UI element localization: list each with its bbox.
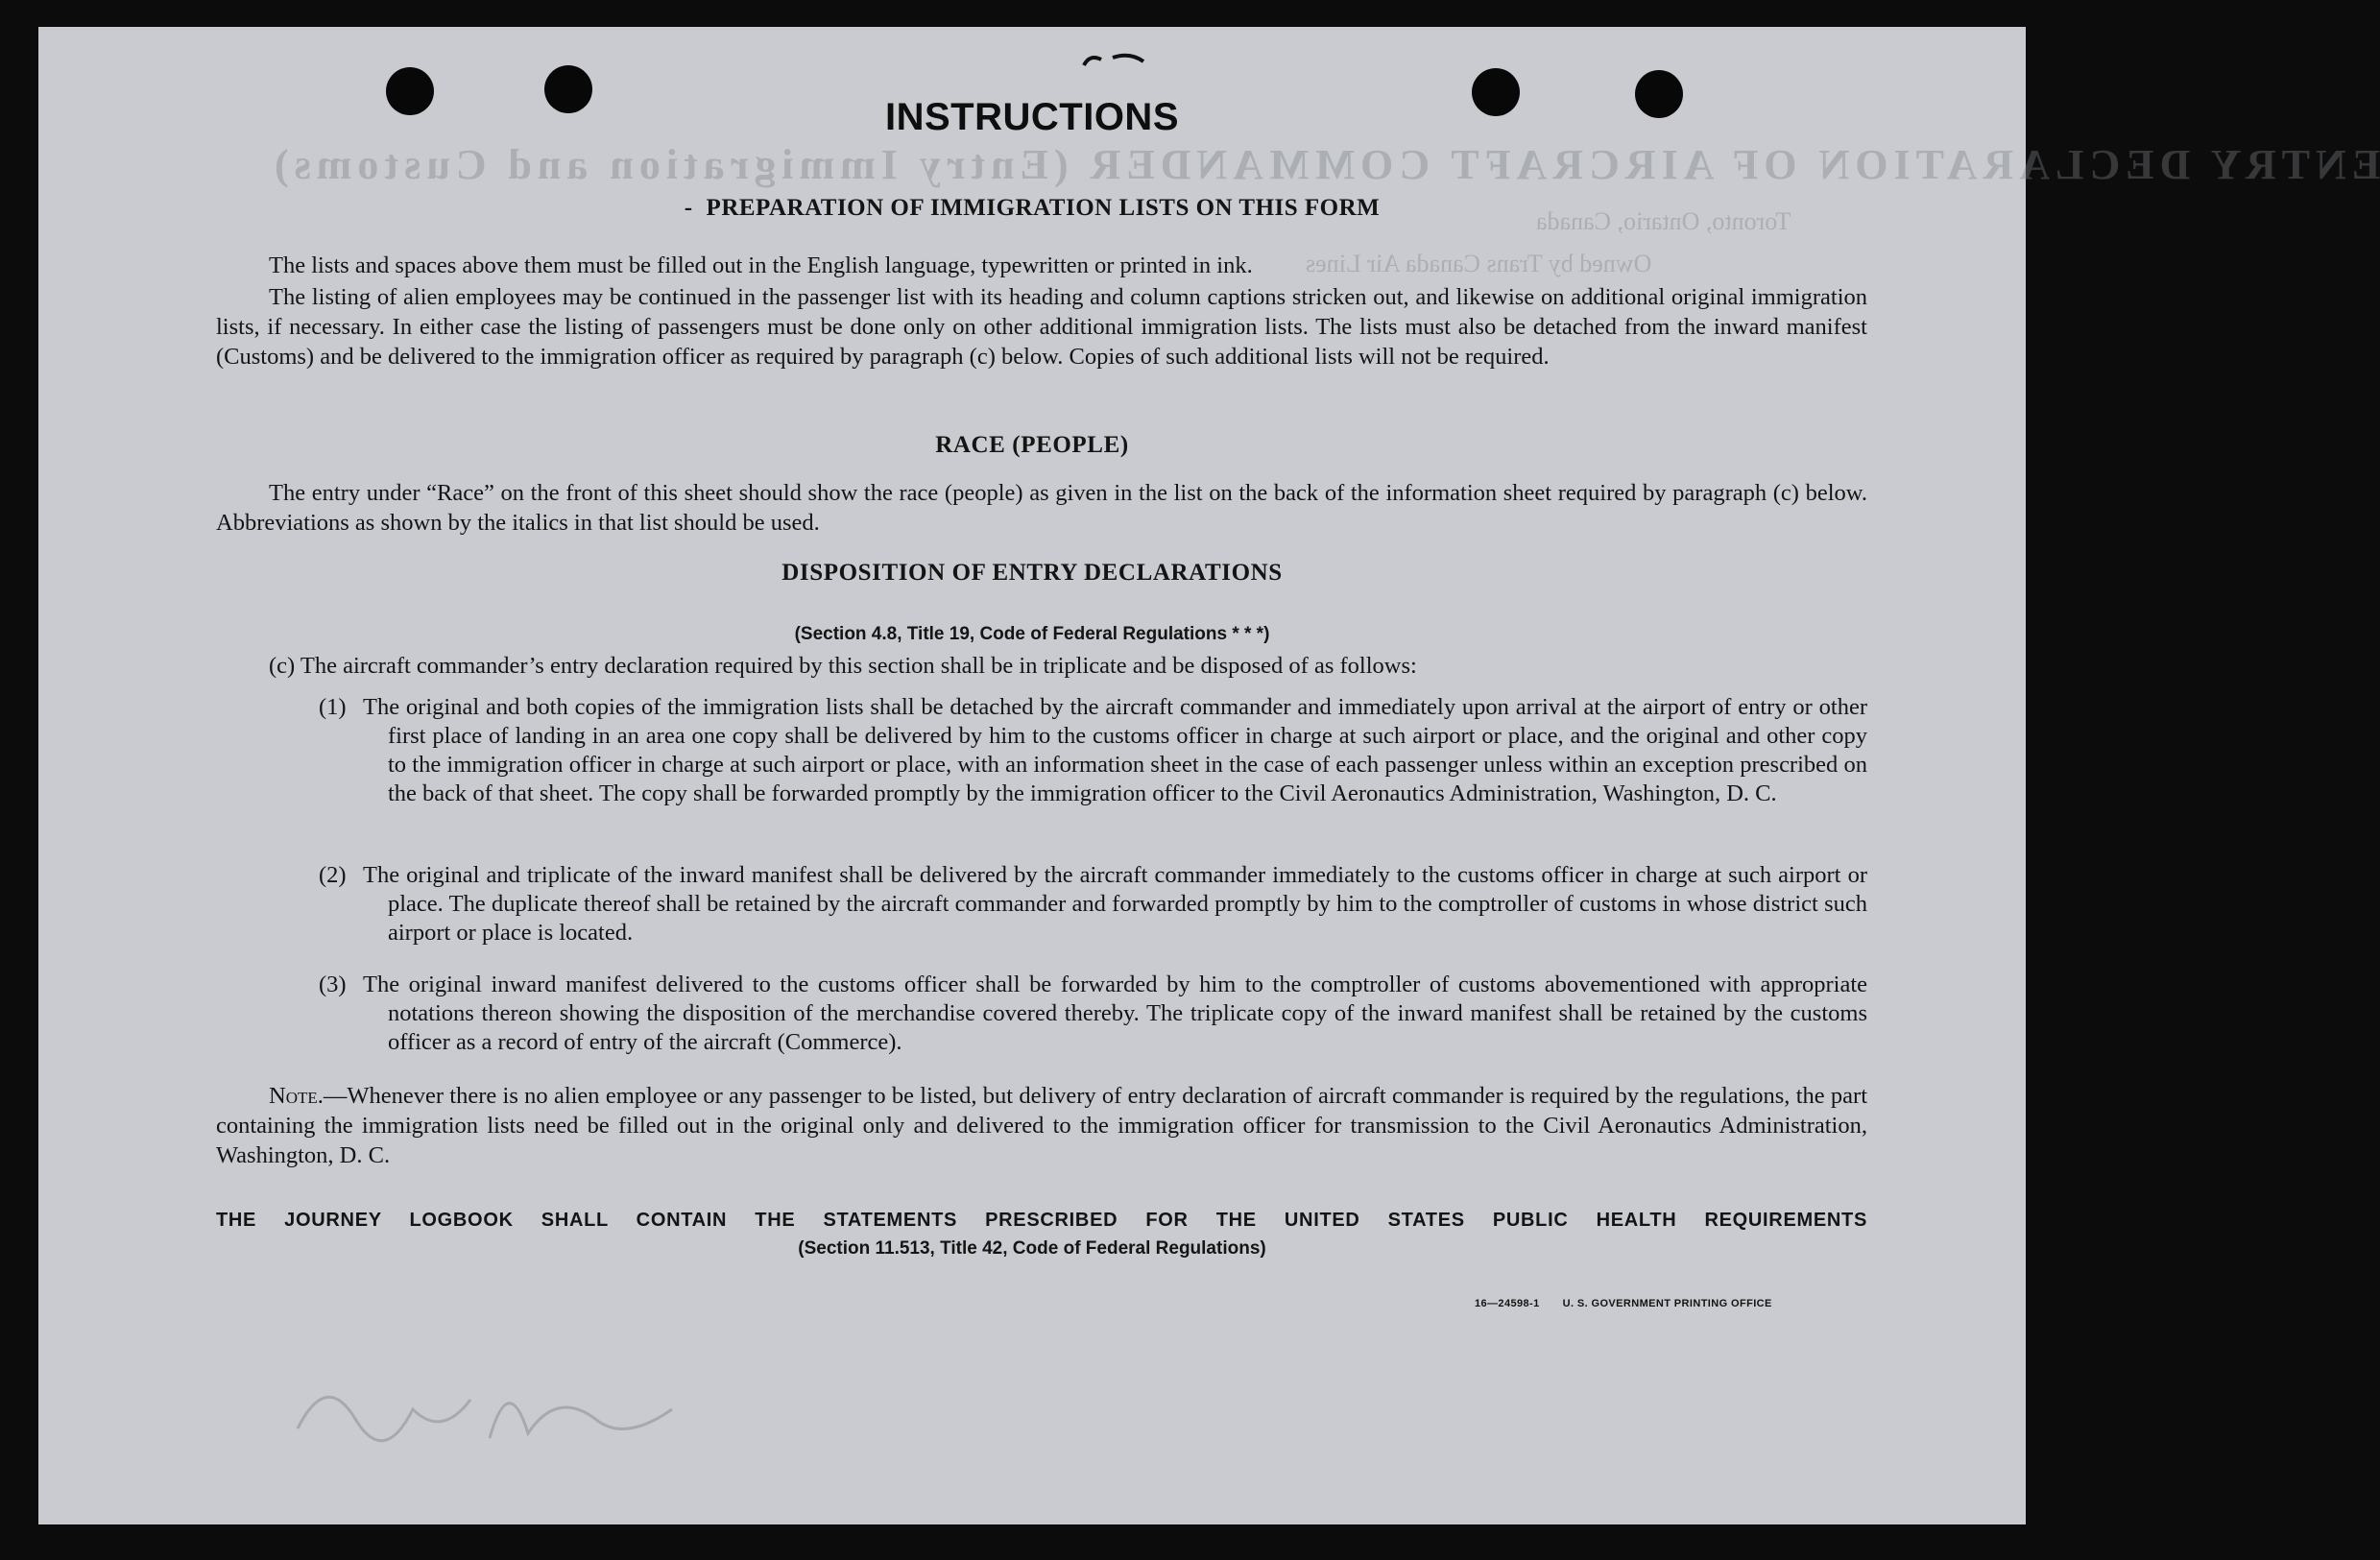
bleed-through-heading: ENTRY DECLARATION OF AIRCRAFT COMMANDER (Entry Immigration and Customs) [269,141,2380,188]
note-label: Note. [269,1083,324,1109]
form-number: 16—24598-1 [1475,1298,1540,1309]
item-text: The original inward manifest delivered to the customs officer shall be forwarded by him to the comptroller of customs abovementioned with appropriate notations thereon showing the disposition of the merchandise covered thereby. The triplicate copy of the inward manifest shall be retained by the customs officer as a record of entry of the aircraft (Commerce). [363,972,1867,1055]
disposition-intro: (c) The aircraft commander’s entry declaration required by this section shall be in triplicate and be disposed of as follows: [269,653,1417,679]
disposition-item-3 [319,971,1867,1057]
disposition-citation: (Section 4.8, Title 19, Code of Federal Regulations * * *) [794,624,1270,644]
printing-office: U. S. GOVERNMENT PRINTING OFFICE [1562,1298,1772,1309]
bleed-through-location: Toronto, Ontario, Canada [1536,207,1791,235]
note-paragraph [216,1081,1867,1170]
health-citation: (Section 11.513, Title 42, Code of Federal Regulations) [798,1238,1266,1259]
race-paragraph: The entry under “Race” on the front of this sheet should show the race (people) as given in the list on the back of the information sheet required by paragraph (c) below. Abbreviations as shown by the italics in that list should be used. [216,480,1867,536]
health-requirement: THE JOURNEY LOGBOOK SHALL CONTAIN THE STATEMENTS PRESCRIBED FOR THE UNITED STATES PUBLIC HEALTH REQUIREMENTS [216,1210,1867,1231]
item-number: (2) [319,862,347,888]
preparation-paragraph-2: The listing of alien employees may be continued in the passenger list with its heading and column captions stricken out, and likewise on additional original immigration lists, if necessary. In either case the listing of passengers must be done only on other additional immigration lists. The lists must also be detached from the inward manifest (Customs) and be delivered to the immigration officer as required by paragraph (c) below. Copies of such additional lists will not be required. [216,284,1867,370]
bleed-through-owner: Owned by Trans Canada Air Lines [1306,250,1652,277]
race-heading: RACE (PEOPLE) [935,432,1129,458]
item-number: (3) [319,972,347,997]
disposition-item-1 [319,693,1867,808]
printer-imprint [1475,1298,1772,1309]
disposition-heading: DISPOSITION OF ENTRY DECLARATIONS [781,560,1283,586]
note-text: —Whenever there is no alien employee or any passenger to be listed, but delivery of entry declaration of aircraft commander is required by the regulations, the part containing the immigration lists need be filled out in the original only and delivered to the immigration officer for transmission to the Civil Aeronautics Administration, Washington, D. C. [216,1083,1867,1168]
page-title: INSTRUCTIONS [885,96,1179,138]
bleed-through-footer [144,1409,1930,1467]
item-text: The original and both copies of the immigration lists shall be detached by the aircraft commander and immediately upon arrival at the airport of entry or other first place of landing in an area one copy shall be delivered by him to the customs officer in charge at such airport or place, and the original and other copy to the immigration officer in charge at such airport or place, with an information sheet in the case of each passenger unless within an exception prescribed on the back of that sheet. The copy shall be forwarded promptly by the immigration officer to the Civil Aeronautics Administration, Washington, D. C. [363,694,1867,806]
preparation-heading [38,195,2026,222]
document-page [38,27,2380,1524]
heading-dash: - [684,195,693,221]
preparation-paragraph-1: The lists and spaces above them must be filled out in the English language, typewritten or printed in ink. [269,252,1253,278]
disposition-item-2 [319,861,1867,948]
item-number: (1) [319,694,347,720]
preparation-heading-text: PREPARATION OF IMMIGRATION LISTS ON THIS FORM [706,195,1381,221]
ink-mark [1080,48,1157,75]
item-text: The original and triplicate of the inward manifest shall be delivered by the aircraft commander immediately to the customs officer in charge at such airport or place. The duplicate thereof shall be retained by the aircraft commander and forwarded promptly by him to the comptroller of customs in whose district such airport or place is located. [363,862,1867,946]
